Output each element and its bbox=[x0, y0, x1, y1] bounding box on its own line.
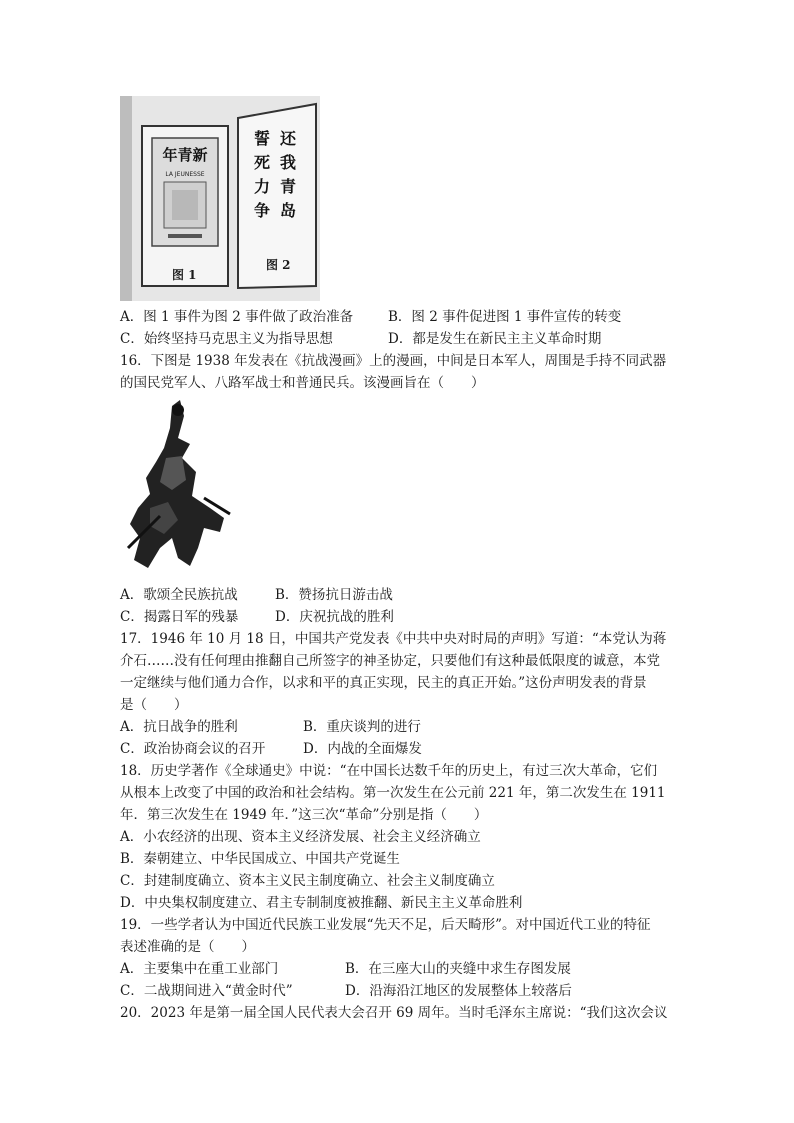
q19-option-a: A．主要集中在重工业部门 bbox=[120, 961, 279, 977]
q19-option-d: D．沿海沿江地区的发展整体上较落后 bbox=[345, 983, 572, 999]
q17-stem-line2: 介石……没有任何理由推翻自己所签字的神圣协定，只要他们有这种最低限度的诚意，本党 bbox=[120, 653, 660, 669]
q20-stem-line1: 20．2023 年是第一届全国人民代表大会召开 69 周年。当时毛泽东主席说：“我们这次会议 bbox=[120, 1005, 668, 1021]
q16-cartoon-drawing bbox=[120, 398, 238, 578]
q18-stem-line2: 从根本上改变了中国的政治和社会结构。第一次发生在公元前 221 年，第二次发生在 1911 bbox=[120, 785, 666, 801]
q15-option-c: C．始终坚持马克思主义为指导思想 bbox=[120, 331, 333, 347]
q18-option-b: B．秦朝建立、中华民国成立、中国共产党诞生 bbox=[120, 851, 400, 867]
svg-text:还: 还 bbox=[280, 129, 297, 148]
q16-cartoon bbox=[120, 398, 238, 578]
q19-options-row1 bbox=[120, 958, 680, 980]
q17-stem-line1: 17．1946 年 10 月 18 日，中国共产党发表《中共中央对时局的声明》写道：“本党认为蒋 bbox=[120, 631, 667, 647]
svg-text:我: 我 bbox=[280, 153, 297, 172]
svg-text:力: 力 bbox=[254, 177, 271, 196]
svg-text:争: 争 bbox=[254, 201, 271, 220]
q15-options-row2 bbox=[120, 328, 680, 350]
svg-text:誓: 誓 bbox=[254, 129, 271, 148]
q17-options-row1 bbox=[120, 716, 680, 738]
q18-option-c: C．封建制度确立、资本主义民主制度确立、社会主义制度确立 bbox=[120, 873, 495, 889]
fig1-caption: 图 1 bbox=[172, 268, 197, 282]
q16-stem-line1: 16．下图是 1938 年发表在《抗战漫画》上的漫画，中间是日本军人，周围是手持不同武器 bbox=[120, 353, 667, 369]
q15-option-d: D．都是发生在新民主主义革命时期 bbox=[388, 331, 602, 347]
q16-stem-line2: 的国民党军人、八路军战士和普通民兵。该漫画旨在（ ） bbox=[120, 375, 485, 391]
q17-option-d: D．内战的全面爆发 bbox=[303, 741, 422, 757]
svg-text:岛: 岛 bbox=[280, 201, 297, 220]
q17-option-c: C．政治协商会议的召开 bbox=[120, 741, 266, 757]
fig2-caption: 图 2 bbox=[266, 258, 291, 272]
q16-option-a: A．歌颂全民族抗战 bbox=[120, 587, 238, 603]
q19-stem-line1: 19．一些学者认为中国近代民族工业发展“先天不足，后天畸形”。对中国近代工业的特征 bbox=[120, 917, 651, 933]
q17-option-b: B．重庆谈判的进行 bbox=[303, 719, 421, 735]
q19-option-b: B．在三座大山的夹缝中求生存图发展 bbox=[345, 961, 571, 977]
svg-text:年青新: 年青新 bbox=[162, 146, 208, 164]
q16-option-b: B．赞扬抗日游击战 bbox=[275, 587, 393, 603]
q16-options-row2 bbox=[120, 606, 680, 628]
q19-option-c: C．二战期间进入“黄金时代” bbox=[120, 983, 293, 999]
q19-stem-line2: 表述准确的是（ ） bbox=[120, 939, 255, 955]
q18-stem-line1: 18．历史学著作《全球通史》中说：“在中国长达数千年的历史上，有过三次大革命，它们 bbox=[120, 763, 658, 779]
q15-option-b: B．图 2 事件促进图 1 事件宣传的转变 bbox=[388, 309, 622, 325]
q16-option-c: C．揭露日军的残暴 bbox=[120, 609, 239, 625]
q19-options-row2 bbox=[120, 980, 680, 1002]
q18-option-a: A．小农经济的出现、资本主义经济发展、社会主义经济确立 bbox=[120, 829, 481, 845]
q15-options-row1 bbox=[120, 306, 680, 328]
q15-figure bbox=[120, 96, 320, 301]
q17-option-a: A．抗日战争的胜利 bbox=[120, 719, 238, 735]
q17-options-row2 bbox=[120, 738, 680, 760]
svg-text:死: 死 bbox=[254, 153, 271, 172]
q17-stem-line4: 是（ ） bbox=[120, 697, 188, 713]
q16-option-d: D．庆祝抗战的胜利 bbox=[275, 609, 394, 625]
q17-stem-line3: 一定继续与他们通力合作，以求和平的真正实现，民主的真正开始。”这份声明发表的背景 bbox=[120, 675, 647, 691]
q18-option-d: D．中央集权制度建立、君主专制制度被推翻、新民主主义革命胜利 bbox=[120, 895, 523, 911]
q16-options-row1 bbox=[120, 584, 680, 606]
q18-stem-line3: 年．第三次发生在 1949 年．”这三次“革命”分别是指（ ） bbox=[120, 807, 488, 823]
svg-text:LA JEUNESSE: LA JEUNESSE bbox=[165, 171, 205, 178]
q15-option-a: A．图 1 事件为图 2 事件做了政治准备 bbox=[120, 309, 354, 325]
svg-text:青: 青 bbox=[280, 177, 297, 196]
